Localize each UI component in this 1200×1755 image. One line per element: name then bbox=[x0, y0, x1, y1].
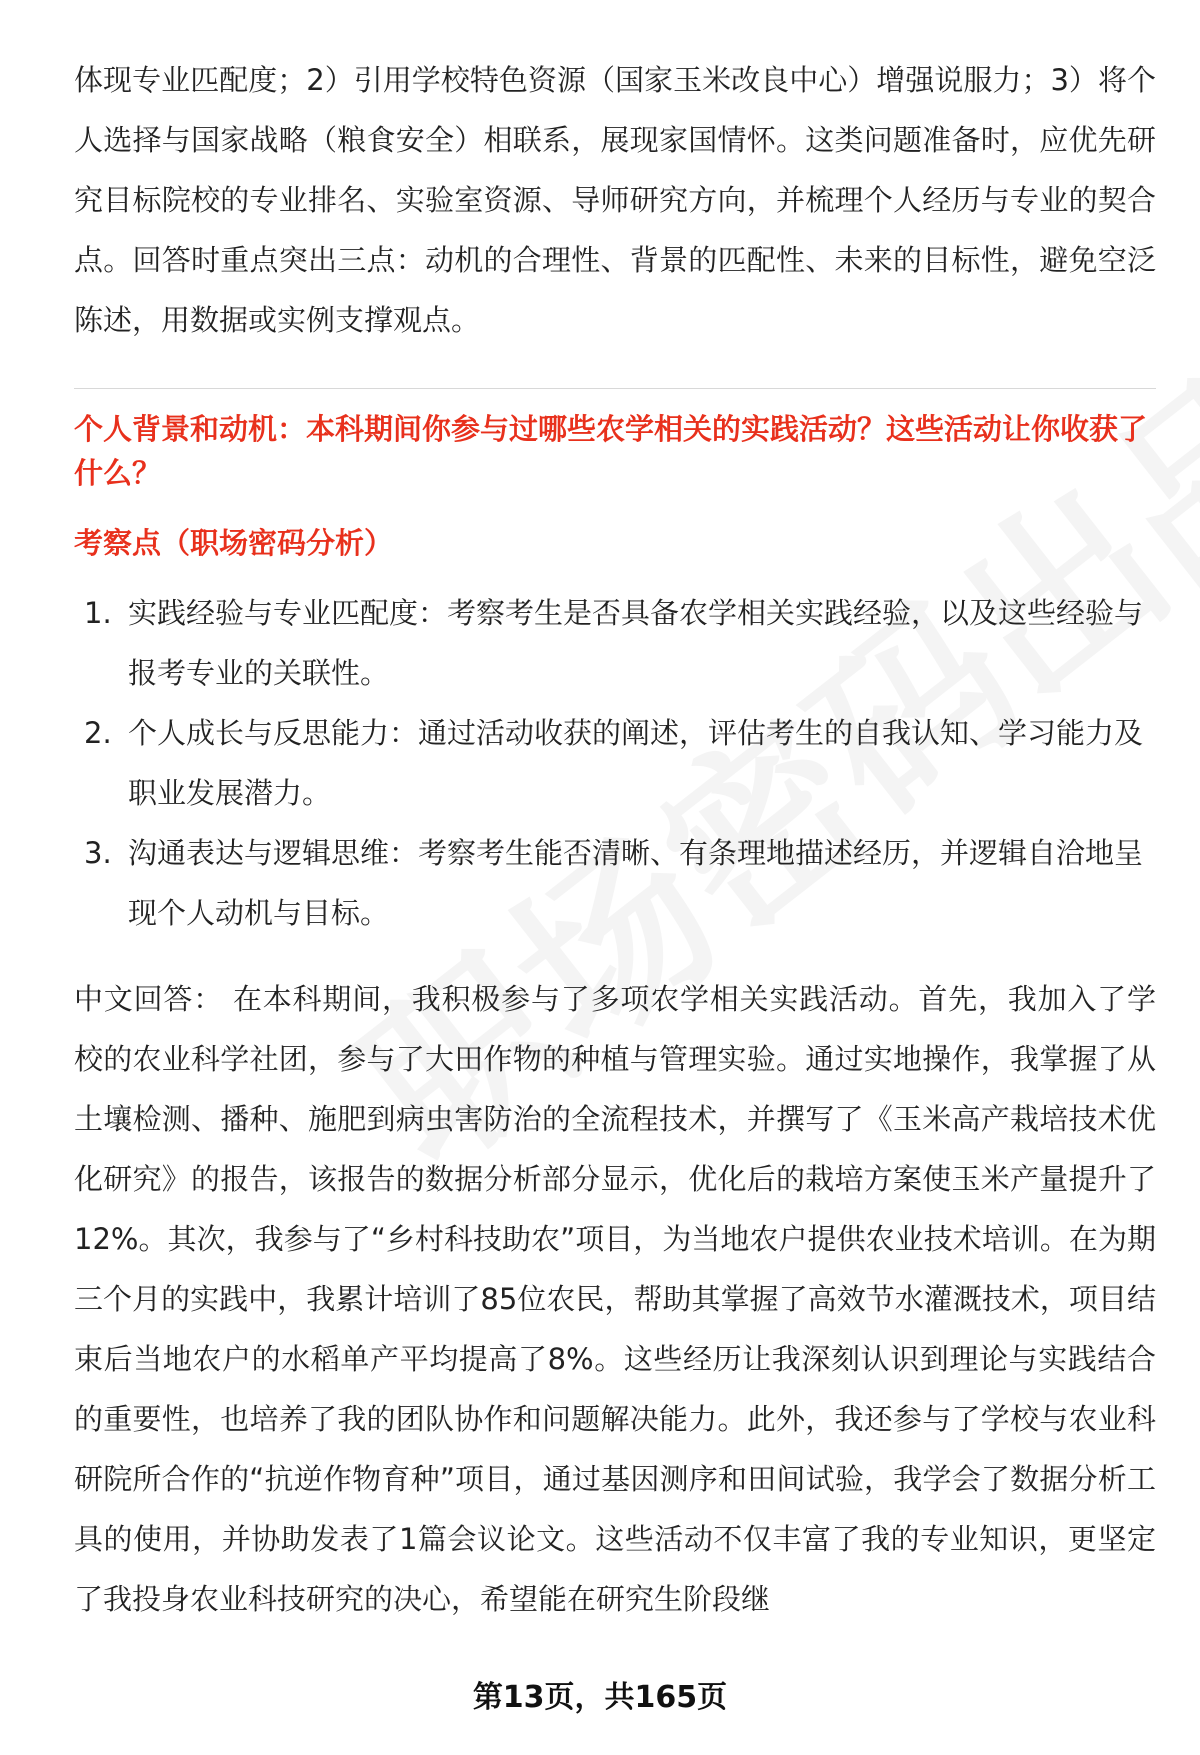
list-item-text: 沟通表达与逻辑思维：考察考生能否清晰、有条理地描述经历，并逻辑自洽地呈现个人动机与目标。 bbox=[128, 836, 1144, 930]
question-heading: 个人背景和动机：本科期间你参与过哪些农学相关的实践活动？这些活动让你收获了什么？ bbox=[74, 412, 1148, 490]
list-item-text: 实践经验与专业匹配度：考察考生是否具备农学相关实践经验，以及这些经验与报考专业的关联性。 bbox=[128, 596, 1144, 690]
document-page bbox=[74, 50, 1156, 1629]
list-item-number: 1. bbox=[84, 596, 112, 630]
answer-paragraph: 中文回答： 在本科期间，我积极参与了多项农学相关实践活动。首先，我加入了学校的农业科学社团，参与了大田作物的种植与管理实验。通过实地操作，我掌握了从土壤检测、播种、施肥到病虫害防治的全流程技术，并撰写了《玉米高产栽培技术优化研究》的报告，该报告的数据分析部分显示，优化后的栽培方案使玉米产量提升了12%。其次，我参与了“乡村科技助农”项目，为当地农户提供农业技术培训。在为期三个月的实践中，我累计培训了85位农民，帮助其掌握了高效节水灌溉技术，项目结束后当地农户的水稻单产平均提高了8%。这些经历让我深刻认识到理论与实践结合的重要性，也培养了我的团队协作和问题解决能力。此外，我还参与了学校与农业科研院所合作的“抗逆作物育种”项目，通过基因测序和田间试验，我学会了数据分析工具的使用，并协助发表了1篇会议论文。这些活动不仅丰富了我的专业知识，更坚定了我投身农业科技研究的决心，希望能在研究生阶段继 bbox=[74, 982, 1156, 1616]
list-item-text: 个人成长与反思能力：通过活动收获的阐述，评估考生的自我认知、学习能力及职业发展潜力。 bbox=[128, 716, 1144, 810]
list-item bbox=[74, 703, 1156, 823]
section-divider bbox=[74, 388, 1156, 389]
assessment-list bbox=[74, 583, 1156, 943]
assessment-heading: 考察点（职场密码分析） bbox=[74, 526, 394, 560]
list-item bbox=[74, 583, 1156, 703]
list-item bbox=[74, 823, 1156, 943]
intro-paragraph: 体现专业匹配度；2）引用学校特色资源（国家玉米改良中心）增强说服力；3）将个人选择与国家战略（粮食安全）相联系，展现家国情怀。这类问题准备时，应优先研究目标院校的专业排名、实验室资源、导师研究方向，并梳理个人经历与专业的契合点。回答时重点突出三点：动机的合理性、背景的匹配性、未来的目标性，避免空泛陈述，用数据或实例支撑观点。 bbox=[74, 63, 1156, 337]
list-item-number: 3. bbox=[84, 836, 112, 870]
page-number-footer: 第13页，共165页 bbox=[472, 1680, 728, 1715]
list-item-number: 2. bbox=[84, 716, 112, 750]
